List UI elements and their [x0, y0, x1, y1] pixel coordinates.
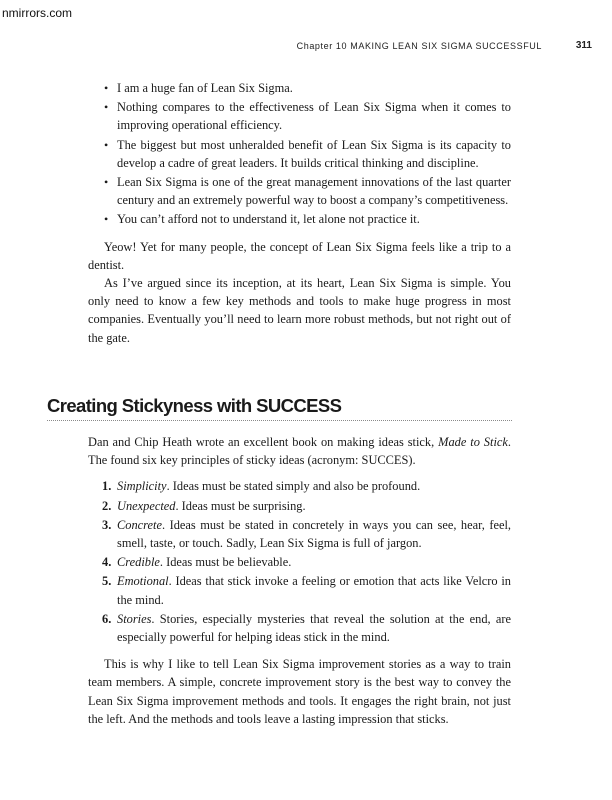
list-item: [88, 497, 511, 515]
bullet-list: [88, 79, 511, 229]
section-heading: Creating Stickyness with SUCCESS: [47, 395, 512, 421]
item-number: 3.: [102, 517, 112, 532]
chapter-label: Chapter 10: [296, 41, 348, 51]
item-number: 4.: [102, 555, 112, 570]
intro-before: Dan and Chip Heath wrote an excellent book on making ideas stick,: [88, 435, 439, 449]
bullet-icon: •: [104, 212, 109, 227]
principle-text: . Ideas must be stated in concretely in ways you can see, hear, feel, smell, taste, or touch. Sadly, Lean Six Sigma is full of jargon.: [117, 517, 511, 551]
item-number: 2.: [102, 498, 112, 513]
watermark: nmirrors.com: [2, 6, 73, 20]
list-item: [88, 516, 511, 552]
principle-term: Concrete: [117, 517, 162, 532]
principle-text: . Stories, especially mysteries that reveal the solution at the end, are especially powerful for helping ideas stick in the mind.: [117, 611, 511, 645]
paragraph: As I’ve argued since its inception, at its heart, Lean Six Sigma is simple. You only need to know a few key methods and tools to make huge progress in most companies. Eventually you’ll need to learn more robust methods, but not right out of the gate.: [88, 276, 511, 345]
principle-text: . Ideas that stick invoke a feeling or emotion that acts like Velcro in the mind.: [117, 574, 511, 607]
book-title: Made to Stick: [438, 435, 508, 449]
page-number: 311: [575, 40, 592, 51]
bullet-icon: •: [104, 137, 109, 152]
intro-paragraph: [88, 433, 511, 469]
bullet-text: The biggest but most unheralded benefit of Lean Six Sigma is its capacity to develop a cadre of great leaders. It builds critical thinking and discipline.: [117, 137, 511, 170]
item-number: 1.: [102, 479, 112, 494]
principle-text: . Ideas must be stated simply and also be profound.: [166, 479, 421, 494]
list-item: [88, 173, 511, 209]
closing-paragraph: This is why I like to tell Lean Six Sigma improvement stories as a way to train team members. A simple, concrete improvement story is the best way to convey the Lean Six Sigma improvement methods and tools. It engages the right brain, not just the left. And the methods and tools leave a lasting impression that sticks.: [88, 657, 511, 726]
running-head: [296, 40, 592, 51]
list-item: [88, 610, 511, 646]
chapter-title: MAKING LEAN SIX SIGMA SUCCESSFUL: [350, 41, 542, 51]
list-item: [88, 553, 511, 571]
top-text-block: [88, 79, 511, 347]
principle-term: Emotional: [117, 574, 169, 589]
list-item: [88, 98, 511, 134]
list-item: [88, 477, 511, 495]
item-number: 6.: [102, 611, 112, 626]
principle-term: Credible: [117, 555, 160, 570]
bullet-icon: •: [104, 175, 109, 190]
bullet-icon: •: [104, 81, 109, 95]
principle-term: Simplicity: [117, 479, 167, 494]
bullet-text: I am a huge fan of Lean Six Sigma.: [117, 81, 293, 95]
principles-list: [88, 477, 511, 646]
list-item: [88, 210, 511, 228]
principle-text: . Ideas must be surprising.: [175, 498, 306, 513]
paragraph: Yeow! Yet for many people, the concept of Lean Six Sigma feels like a trip to a dentist.: [88, 239, 511, 272]
item-number: 5.: [102, 574, 112, 589]
bullet-text: Nothing compares to the effectiveness of Lean Six Sigma when it comes to improving operational efficiency.: [117, 100, 511, 133]
list-item: [88, 136, 511, 172]
section-body: [88, 433, 511, 728]
bullet-text: You can’t afford not to understand it, let alone not practice it.: [117, 212, 420, 227]
principle-term: Stories: [117, 611, 152, 626]
principle-term: Unexpected: [117, 498, 176, 513]
list-item: [88, 79, 511, 97]
list-item: [88, 572, 511, 608]
intro-after: . The found six key principles of sticky ideas (acronym: SUCCES).: [88, 435, 511, 468]
bullet-text: Lean Six Sigma is one of the great management innovations of the last quarter century and an extremely powerful way to boost a company’s competitiveness.: [117, 175, 511, 208]
bullet-icon: •: [104, 100, 109, 115]
principle-text: . Ideas must be believable.: [159, 555, 292, 570]
